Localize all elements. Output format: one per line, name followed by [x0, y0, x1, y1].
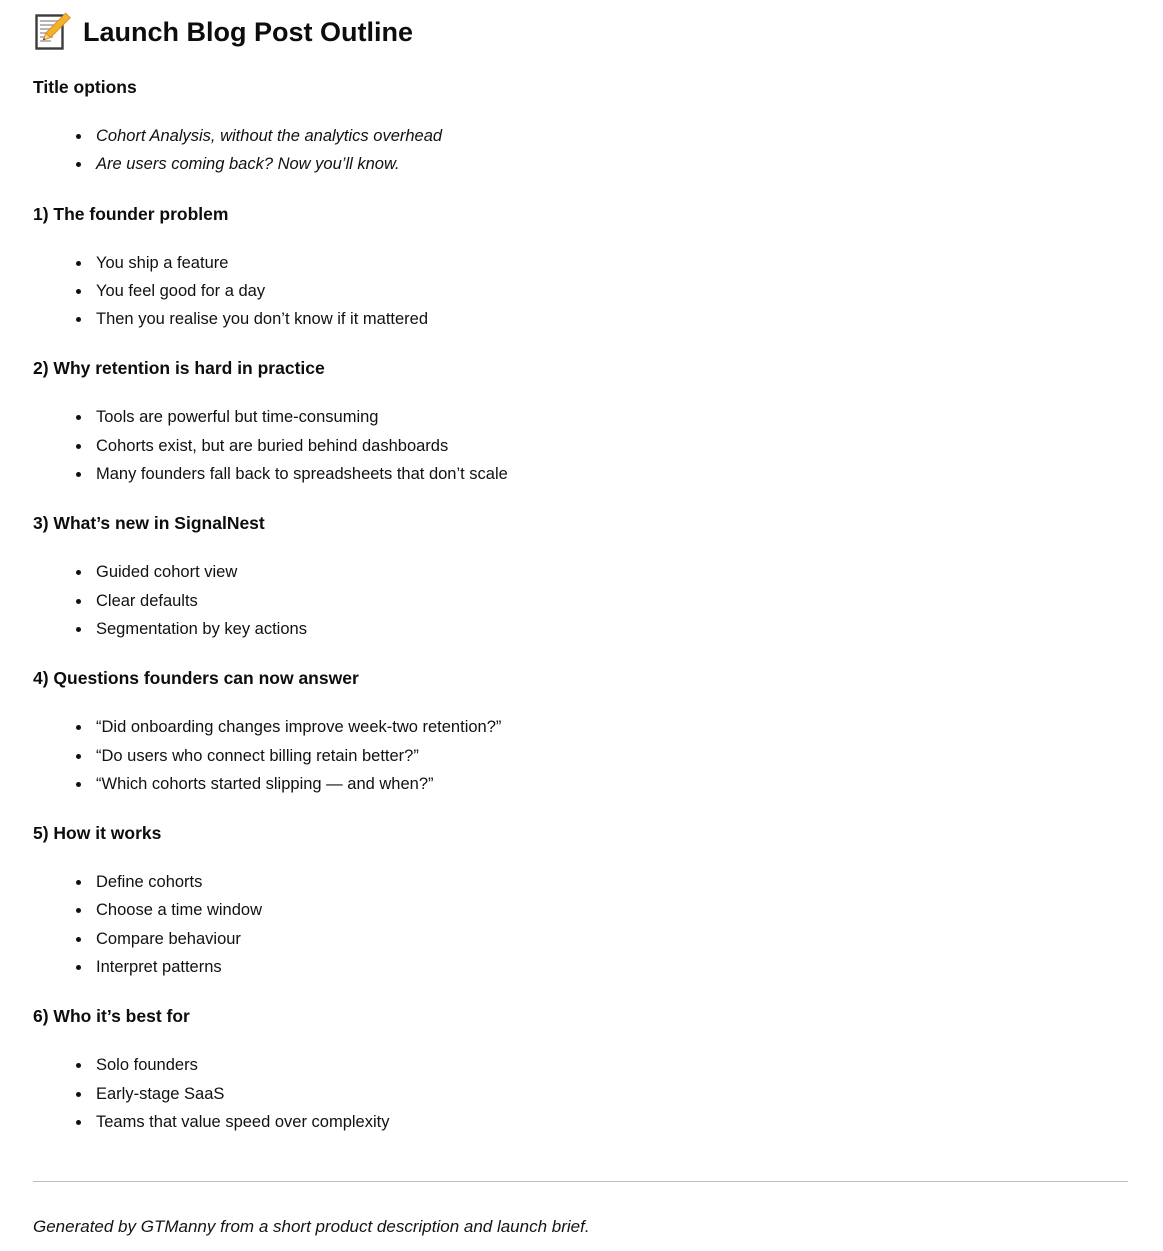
section-heading: 4) Questions founders can now answer: [33, 668, 359, 689]
section-heading: 5) How it works: [33, 823, 162, 844]
footer-note: Generated by GTManny from a short product description and launch brief.: [33, 1217, 590, 1237]
bullet-item: • “Did onboarding changes improve week-two retention?”: [92, 713, 1128, 741]
footer-divider: [33, 1181, 1128, 1182]
bullet-item: • Clear defaults: [92, 587, 1128, 615]
bullet-item: • Early-stage SaaS: [92, 1080, 1128, 1108]
section-bullet-list: [33, 403, 1128, 488]
outline-section: [33, 204, 1128, 334]
section-heading: Title options: [33, 77, 137, 97]
page-title: [33, 12, 1128, 52]
bullet-item: • Then you realise you don’t know if it mattered: [92, 305, 1128, 333]
bullet-item: • “Which cohorts started slipping — and when?”: [92, 770, 1128, 798]
bullet-item: • Interpret patterns: [92, 953, 1128, 981]
outline-section: [33, 823, 1128, 981]
outline-section: [33, 1006, 1128, 1136]
section-bullet-list: [33, 868, 1128, 981]
bullet-item: • Choose a time window: [92, 896, 1128, 924]
bullet-item: • Segmentation by key actions: [92, 615, 1128, 643]
outline-section: [33, 513, 1128, 643]
section-bullet-list: [33, 249, 1128, 334]
bullet-item: • You feel good for a day: [92, 277, 1128, 305]
bullet-item: • Define cohorts: [92, 868, 1128, 896]
bullet-item: • Many founders fall back to spreadsheets that don’t scale: [92, 460, 1128, 488]
bullet-item: • Compare behaviour: [92, 925, 1128, 953]
outline-section: [33, 77, 1128, 179]
bullet-item: • Solo founders: [92, 1051, 1128, 1079]
outline-section: [33, 668, 1128, 798]
section-heading: 3) What’s new in SignalNest: [33, 513, 265, 534]
memo-icon: [33, 12, 71, 52]
bullet-item: • Tools are powerful but time-consuming: [92, 403, 1128, 431]
page-title-text: Launch Blog Post Outline: [83, 17, 413, 47]
section-heading: 2) Why retention is hard in practice: [33, 358, 325, 379]
section-bullet-list: [33, 558, 1128, 643]
section-heading: 6) Who it’s best for: [33, 1006, 190, 1027]
bullet-item: • Cohort Analysis, without the analytics overhead: [92, 122, 1128, 150]
bullet-item: • Cohorts exist, but are buried behind dashboards: [92, 432, 1128, 460]
bullet-item: • “Do users who connect billing retain better?”: [92, 742, 1128, 770]
bullet-item: • Guided cohort view: [92, 558, 1128, 586]
bullet-item: • You ship a feature: [92, 249, 1128, 277]
section-bullet-list: [33, 1051, 1128, 1136]
bullet-item: • Teams that value speed over complexity: [92, 1108, 1128, 1136]
outline-sections: [33, 77, 1128, 1136]
bullet-item: • Are users coming back? Now you’ll know.: [92, 150, 1128, 178]
section-bullet-list: [33, 122, 1128, 179]
section-heading: 1) The founder problem: [33, 203, 229, 224]
section-bullet-list: [33, 713, 1128, 798]
outline-section: [33, 358, 1128, 488]
